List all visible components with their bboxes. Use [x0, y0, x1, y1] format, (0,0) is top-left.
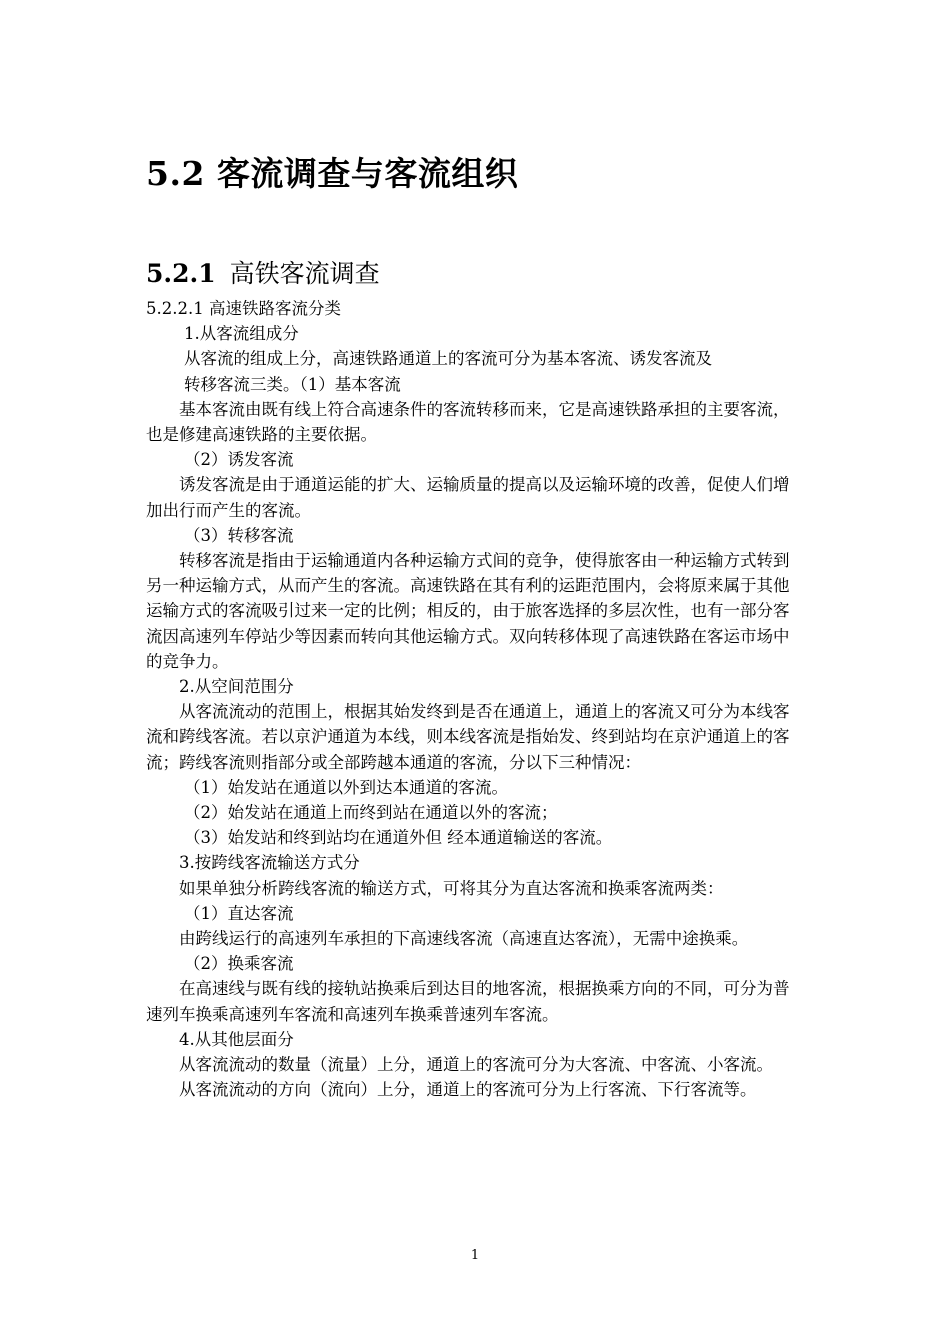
section-number: 5.2.1	[146, 259, 216, 288]
list-heading: （2）换乘客流	[184, 954, 294, 974]
list-item: （2）始发站在通道上而终到站在通道以外的客流；	[184, 803, 558, 823]
paragraph: 从客流的组成上分，高速铁路通道上的客流可分为基本客流、诱发客流及	[184, 349, 712, 369]
paragraph: 从客流流动的方向（流向）上分，通道上的客流可分为上行客流、下行客流等。	[179, 1080, 757, 1100]
list-heading: 3.按跨线客流输送方式分	[179, 853, 360, 873]
page-title: 5.2 客流调查与客流组织	[146, 154, 519, 193]
paragraph: 由跨线运行的高速列车承担的下高速线客流（高速直达客流），无需中途换乘。	[179, 929, 749, 949]
section-heading	[146, 254, 380, 290]
list-item: （3）始发站和终到站均在通道外但 经本通道输送的客流。	[184, 828, 613, 848]
list-heading: 4.从其他层面分	[179, 1029, 294, 1049]
list-item: （1）始发站在通道以外到达本通道的客流。	[184, 777, 508, 797]
paragraph: 诱发客流是由于通道运能的扩大、运输质量的提高以及运输环境的改善，促使人们增加出行而产生的客流。	[146, 475, 790, 520]
list-heading: （2）诱发客流	[184, 450, 294, 470]
list-heading: 2.从空间范围分	[179, 677, 294, 697]
document-body	[146, 296, 798, 1103]
paragraph: 从客流流动的数量（流量）上分，通道上的客流可分为大客流、中客流、小客流。	[179, 1055, 773, 1075]
list-heading: （3）转移客流	[184, 525, 294, 545]
paragraph: 从客流流动的范围上，根据其始发终到是否在通道上，通道上的客流又可分为本线客流和跨线客流。若以京沪通道为本线，则本线客流是指始发、终到站均在京沪通道上的客流；跨线客流则指部分或全部跨越本通道的客流，分以下三种情况：	[146, 702, 790, 772]
paragraph: 如果单独分析跨线客流的输送方式，可将其分为直达客流和换乘客流两类：	[179, 878, 724, 898]
section-title: 高铁客流调查	[229, 259, 380, 288]
list-heading: 1.从客流组成分	[184, 324, 299, 344]
list-heading: （1）直达客流	[184, 903, 294, 923]
paragraph: 转移客流是指由于运输通道内各种运输方式间的竞争，使得旅客由一种运输方式转到另一种运输方式，从而产生的客流。高速铁路在其有利的运距范围内，会将原来属于其他运输方式的客流吸引过来一定的比例；相反的，由于旅客选择的多层次性，也有一部分客流因高速列车停站少等因素而转向其他运输方式。双向转移体现了高速铁路在客运市场中的竞争力。	[146, 551, 790, 671]
subsection-heading: 5.2.2.1 高速铁路客流分类	[146, 299, 341, 318]
paragraph: 在高速线与既有线的接轨站换乘后到达目的地客流，根据换乘方向的不同，可分为普速列车换乘高速列车客流和高速列车换乘普速列车客流。	[146, 979, 790, 1024]
page-number: 1	[470, 1248, 480, 1263]
paragraph: 基本客流由既有线上符合高速条件的客流转移而来，它是高速铁路承担的主要客流，也是修建高速铁路的主要依据。	[146, 399, 790, 445]
paragraph: 转移客流三类。（1）基本客流	[184, 374, 401, 394]
